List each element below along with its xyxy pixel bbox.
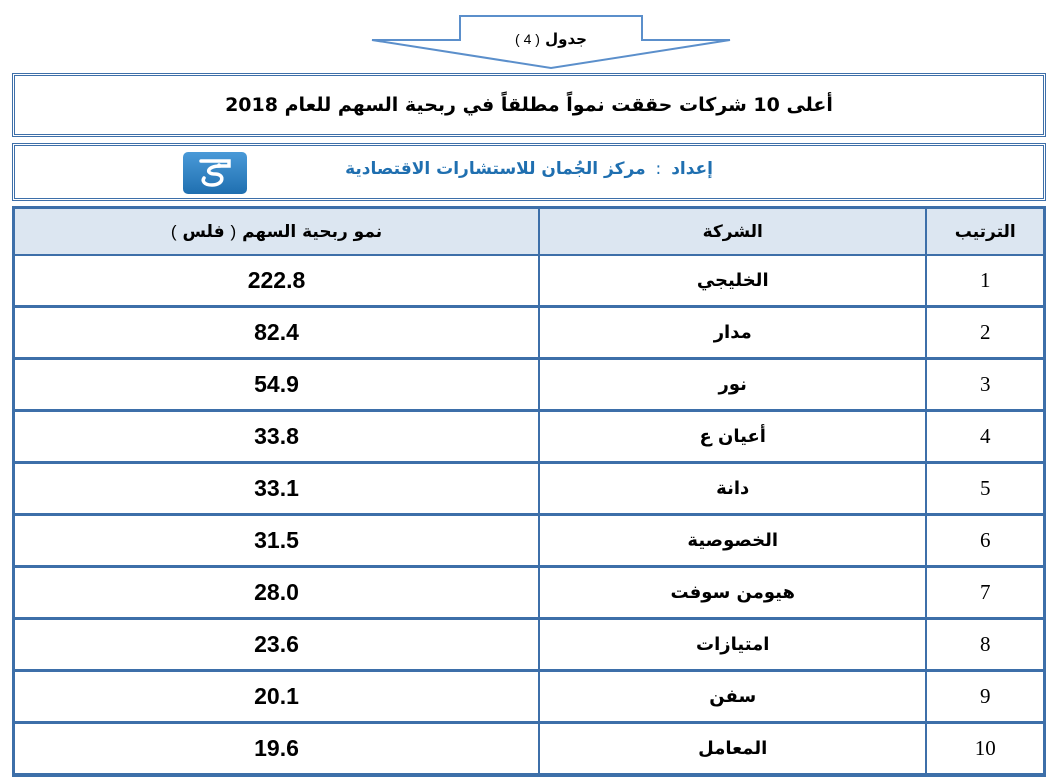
source-separator: : [655, 159, 662, 179]
company-name: المعامل [539, 723, 926, 775]
company-name: دانة [539, 463, 926, 515]
growth-value: 23.6 [14, 619, 539, 671]
rank-number: 5 [926, 463, 1044, 515]
rank-number: 10 [926, 723, 1044, 775]
company-name: نور [539, 359, 926, 411]
header-company: الشركة [539, 208, 926, 255]
growth-value: 33.8 [14, 411, 539, 463]
rank-number: 3 [926, 359, 1044, 411]
company-name: مدار [539, 307, 926, 359]
source-name: مركز الجُمان للاستشارات الاقتصادية [345, 159, 646, 179]
logo-glyph-icon [193, 155, 237, 191]
header-growth-unit-close: ) [170, 221, 177, 241]
company-name: امتيازات [539, 619, 926, 671]
table-row [14, 723, 1044, 775]
growth-value: 20.1 [14, 671, 539, 723]
company-name: الخصوصية [539, 515, 926, 567]
growth-value: 54.9 [14, 359, 539, 411]
growth-value: 28.0 [14, 567, 539, 619]
company-name: هيومن سوفت [539, 567, 926, 619]
company-name: أعيان ع [539, 411, 926, 463]
growth-value: 31.5 [14, 515, 539, 567]
company-name: سفن [539, 671, 926, 723]
header-growth-label: نمو ربحية السهم [242, 221, 383, 242]
jumaan-logo-icon [183, 152, 247, 194]
table-row [14, 515, 1044, 567]
header-rank: الترتيب [926, 208, 1044, 255]
rank-number: 6 [926, 515, 1044, 567]
table-title: أعلى 10 شركات حققت نمواً مطلقاً في ربحية السهم للعام 2018 [225, 94, 833, 116]
ranking-table [12, 206, 1046, 777]
table-title-box [12, 73, 1046, 137]
growth-value: 222.8 [14, 255, 539, 307]
rank-number: 4 [926, 411, 1044, 463]
growth-value: 82.4 [14, 307, 539, 359]
rank-number: 7 [926, 567, 1044, 619]
rank-number: 8 [926, 619, 1044, 671]
header-growth-unit-open: ( [230, 221, 237, 241]
table-row [14, 567, 1044, 619]
rank-number: 9 [926, 671, 1044, 723]
table-row [14, 359, 1044, 411]
table-header-row [14, 208, 1044, 255]
growth-value: 33.1 [14, 463, 539, 515]
table-row [14, 619, 1044, 671]
header-growth [14, 208, 539, 255]
table-row [14, 411, 1044, 463]
table-row [14, 671, 1044, 723]
rank-number: 2 [926, 307, 1044, 359]
company-name: الخليجي [539, 255, 926, 307]
table-row [14, 463, 1044, 515]
table-row [14, 307, 1044, 359]
header-growth-unit: فلس [182, 221, 225, 242]
table-number-label [370, 30, 732, 48]
growth-value: 19.6 [14, 723, 539, 775]
table-number-arrow [370, 14, 732, 70]
source-box [12, 143, 1046, 201]
rank-number: 1 [926, 255, 1044, 307]
source-credit [345, 159, 713, 179]
table-label-word: جدول [545, 30, 587, 48]
table-row [14, 255, 1044, 307]
table-number: ( 4 ) [515, 31, 540, 47]
source-label: إعداد [671, 159, 713, 179]
